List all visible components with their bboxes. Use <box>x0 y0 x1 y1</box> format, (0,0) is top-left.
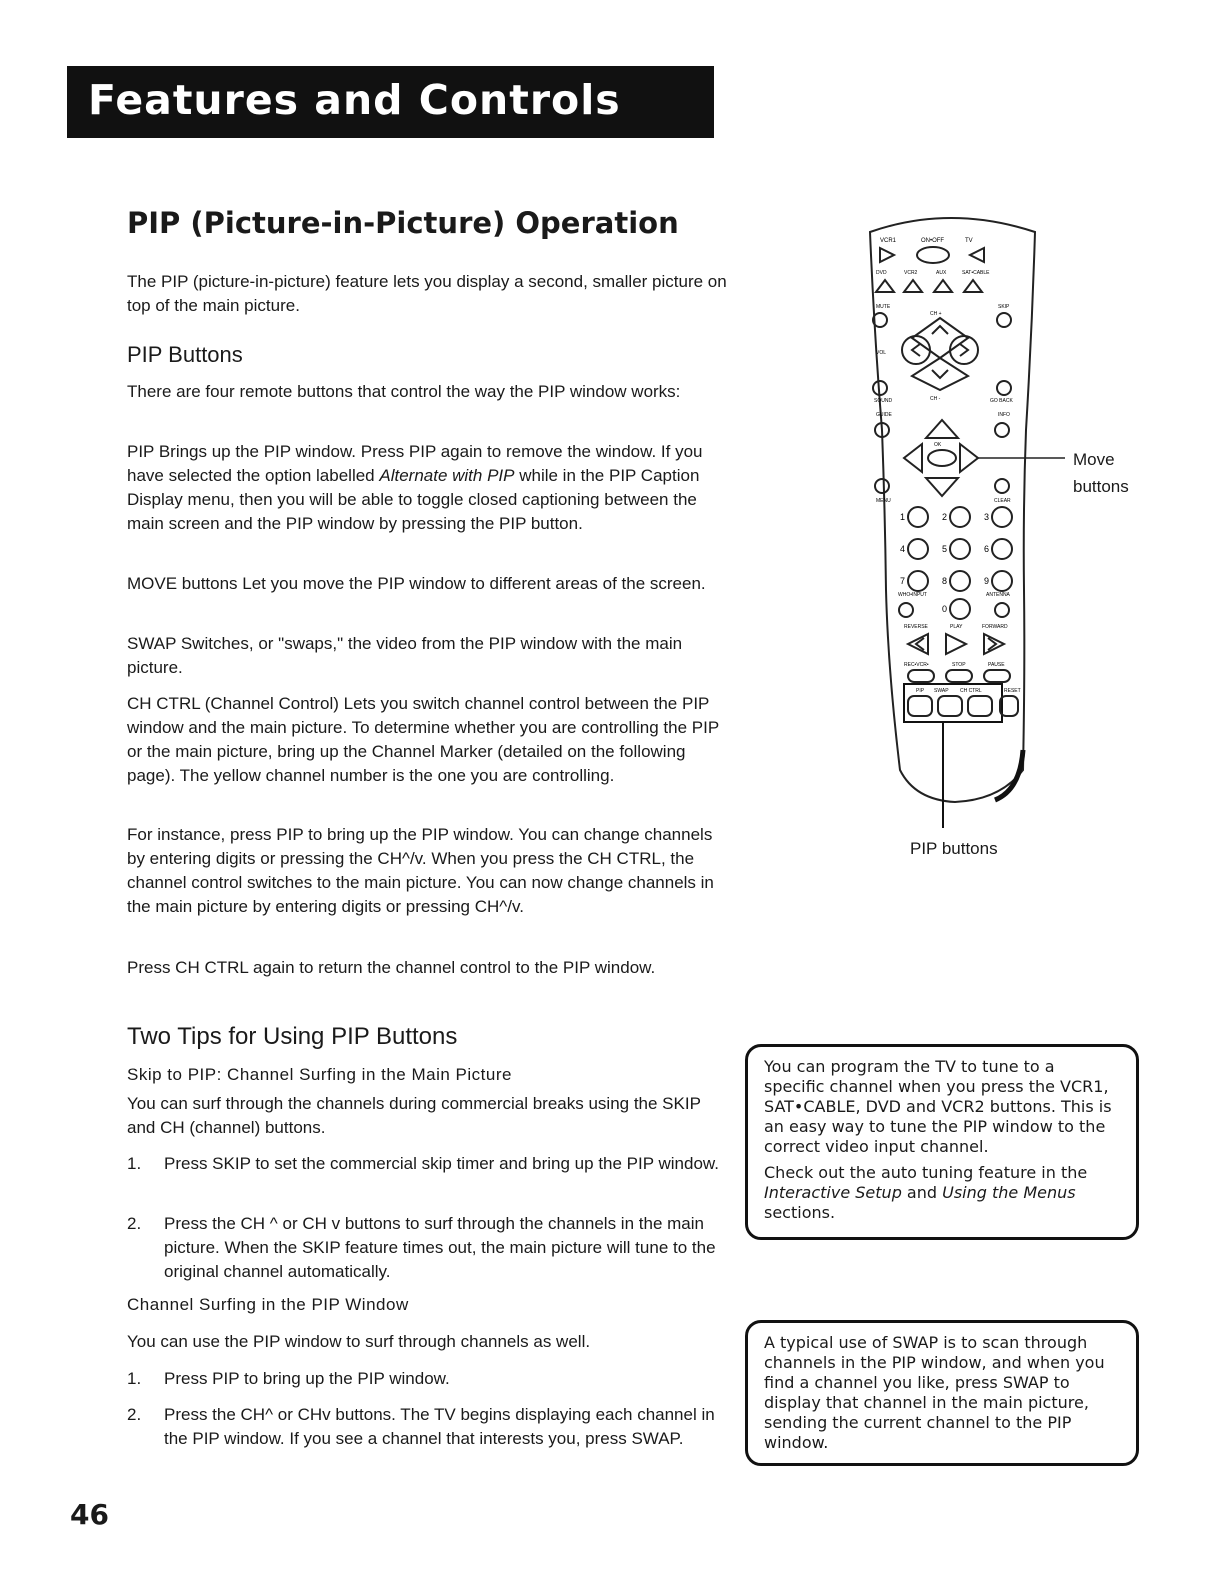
list-item: 2. Press the CH^ or CHv buttons. The TV begins displaying each channel in the PIP window. If you see a channel that interests you, press SWAP. <box>127 1405 715 1448</box>
svg-text:GO BACK: GO BACK <box>990 398 1013 404</box>
swap-description: SWAP Switches, or "swaps," the video from the PIP window with the main picture. <box>127 634 683 677</box>
svg-text:RESET: RESET <box>1004 688 1021 694</box>
instance-description: For instance, press PIP to bring up the PIP window. You can change channels by entering digits or pressing the CH^/v. When you press the CH CTRL, the channel control switches to the main picture. You can now change channels in the main picture by entering digits or pressing CH^/v. <box>127 825 714 916</box>
chctrl-description: CH CTRL (Channel Control) Lets you switch channel control between the PIP window and the main picture. To determine whether you are controlling the PIP or the main picture, bring up the Channel Marker (detailed on the following page). The yellow channel number is the one you are controlling. <box>127 694 719 785</box>
skip-lead: You can surf through the channels during commercial breaks using the SKIP and CH (channel) buttons. <box>127 1094 701 1137</box>
svg-text:INFO: INFO <box>998 412 1010 418</box>
svg-text:6: 6 <box>984 544 990 554</box>
svg-text:ON•OFF: ON•OFF <box>921 238 945 244</box>
svg-text:CH CTRL: CH CTRL <box>960 688 982 694</box>
return-description: Press CH CTRL again to return the channel control to the PIP window. <box>127 958 656 977</box>
svg-text:DVD: DVD <box>876 270 887 276</box>
pip-buttons-lead: There are four remote buttons that control the way the PIP window works: <box>127 382 681 401</box>
svg-text:MENU: MENU <box>876 498 891 504</box>
surf-heading: Channel Surfing in the PIP Window <box>127 1295 409 1314</box>
svg-text:OK: OK <box>934 442 942 448</box>
svg-text:5: 5 <box>942 544 948 554</box>
svg-text:1: 1 <box>900 512 906 522</box>
remote-illustration <box>860 210 1100 830</box>
svg-text:PLAY: PLAY <box>950 624 963 630</box>
tips-heading: Two Tips for Using PIP Buttons <box>127 1023 458 1050</box>
list-item: 1. Press PIP to bring up the PIP window. <box>127 1369 450 1388</box>
svg-text:SOUND: SOUND <box>874 398 893 404</box>
tip-box-program-tv: You can program the TV to tune to a specific channel when you press the VCR1, SAT•CABLE, DVD and VCR2 buttons. This is an easy way to tune the PIP window to the correct video input channel. Check out the auto tuning feature in the Interactive Setup and Using the Menus sections. <box>745 1044 1139 1240</box>
svg-text:TV: TV <box>965 238 973 244</box>
svg-text:3: 3 <box>984 512 990 522</box>
svg-text:GUIDE: GUIDE <box>876 412 892 418</box>
move-description: MOVE buttons Let you move the PIP window to different areas of the screen. <box>127 574 706 593</box>
section-title: PIP (Picture-in-Picture) Operation <box>127 206 679 240</box>
page-number: 46 <box>70 1498 109 1531</box>
svg-text:SAT•CABLE: SAT•CABLE <box>962 270 990 276</box>
svg-text:REVERSE: REVERSE <box>904 624 928 630</box>
pip-description: PIP Brings up the PIP window. Press PIP again to remove the window. If you have selected the option labelled Alternate with PIP while in the PIP Caption Display menu, then you will be able to toggle closed captioning between the main screen and the PIP window by pressing the PIP button. <box>127 442 703 533</box>
svg-text:PAUSE: PAUSE <box>988 662 1005 668</box>
svg-text:CH +: CH + <box>930 311 942 317</box>
pip-buttons-heading: PIP Buttons <box>127 342 243 367</box>
svg-text:4: 4 <box>900 544 906 554</box>
list-item: 1. Press SKIP to set the commercial skip timer and bring up the PIP window. <box>127 1154 719 1173</box>
move-buttons-label: Move buttons <box>1073 450 1129 496</box>
svg-text:REC•VCR•: REC•VCR• <box>904 662 929 668</box>
svg-text:7: 7 <box>900 576 906 586</box>
surf-lead: You can use the PIP window to surf through channels as well. <box>127 1332 591 1351</box>
skip-heading: Skip to PIP: Channel Surfing in the Main Picture <box>127 1065 512 1084</box>
pip-buttons-label: PIP buttons <box>910 839 998 858</box>
svg-text:9: 9 <box>984 576 990 586</box>
svg-text:CH -: CH - <box>930 396 941 402</box>
svg-text:SWAP: SWAP <box>934 688 949 694</box>
svg-text:FORWARD: FORWARD <box>982 624 1008 630</box>
svg-text:VCR1: VCR1 <box>880 238 897 244</box>
page-header-title: Features and Controls <box>88 76 621 124</box>
svg-text:CLEAR: CLEAR <box>994 498 1011 504</box>
svg-text:STOP: STOP <box>952 662 966 668</box>
svg-text:VCR2: VCR2 <box>904 270 918 276</box>
svg-text:WHO•INPUT: WHO•INPUT <box>898 592 927 598</box>
svg-text:2: 2 <box>942 512 948 522</box>
svg-text:8: 8 <box>942 576 948 586</box>
svg-text:VOL: VOL <box>876 350 887 356</box>
intro-paragraph: The PIP (picture-in-picture) feature lets you display a second, smaller picture on top of the main picture. <box>127 272 727 315</box>
svg-text:MUTE: MUTE <box>876 304 891 310</box>
svg-text:ANTENNA: ANTENNA <box>986 592 1010 598</box>
svg-text:AUX: AUX <box>936 270 947 276</box>
svg-text:0: 0 <box>942 604 948 614</box>
tip-box-swap: A typical use of SWAP is to scan through channels in the PIP window, and when you find a channel you like, press SWAP to display that channel in the main picture, sending the current channel to the PIP window. <box>745 1320 1139 1466</box>
list-item: 2. Press the CH ^ or CH v buttons to surf through the channels in the main picture. When the SKIP feature times out, the main picture will tune to the original channel automatically. <box>127 1214 716 1281</box>
svg-text:SKIP: SKIP <box>998 304 1010 310</box>
svg-text:PIP: PIP <box>916 688 925 694</box>
